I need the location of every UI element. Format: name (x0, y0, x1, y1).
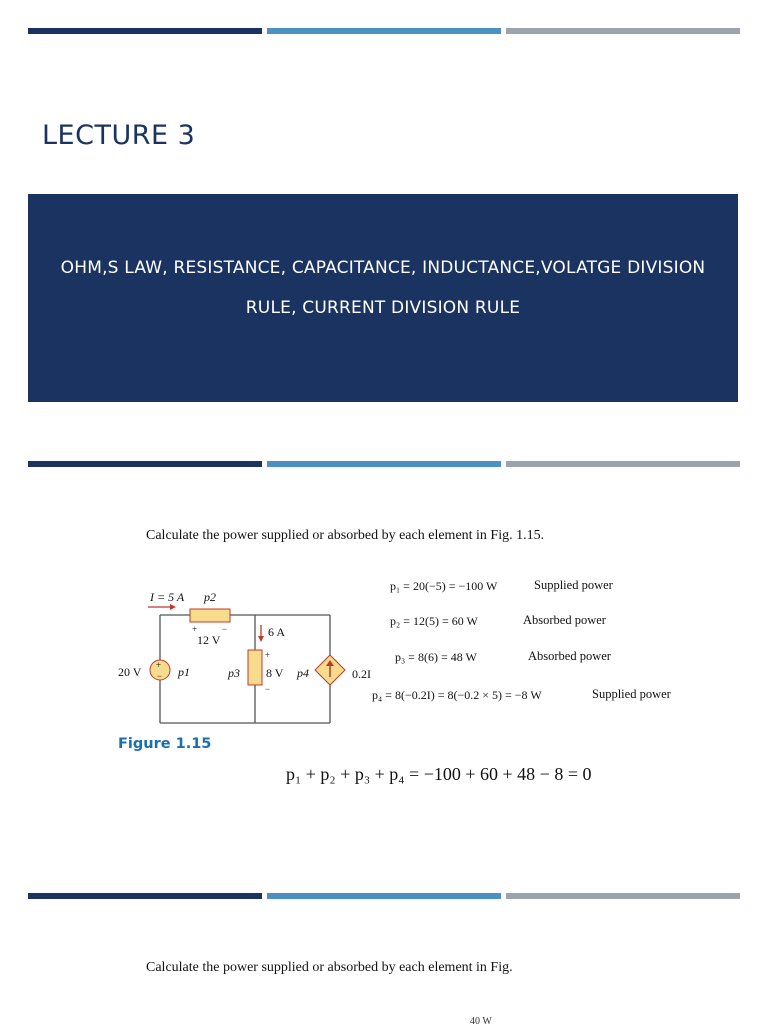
equation-p1: p₁ = 20(−5) = −100 W (390, 579, 498, 593)
equation-p3: p₃ = 8(6) = 48 W (395, 650, 477, 664)
equation-p1-label: Supplied power (534, 578, 613, 592)
bar-navy (28, 461, 262, 467)
lecture-title: LECTURE 3 (42, 120, 196, 151)
svg-text:+: + (156, 660, 162, 670)
equation-p4-label: Supplied power (592, 687, 671, 701)
partial-figure-text: 40 W (470, 1016, 492, 1027)
figure-caption: Figure 1.15 (118, 736, 212, 752)
svg-text:+: + (265, 650, 271, 660)
branch-current: 6 A (268, 625, 286, 639)
p1-label: p1 (178, 665, 190, 679)
banner-line-2: RULE, CURRENT DIVISION RULE (245, 298, 521, 318)
svg-text:−: − (265, 684, 271, 694)
bar-gray (506, 461, 740, 467)
question-text: Calculate the power supplied or absorbed by each element in Fig. 1.15. (146, 528, 545, 543)
bar-blue (267, 28, 501, 34)
bar-navy (28, 893, 262, 899)
resistor-voltage: 12 V (197, 633, 221, 647)
resistor-p2 (190, 609, 230, 622)
p4-label: p4 (297, 666, 309, 680)
bar-blue (267, 893, 501, 899)
dependent-source-label: 0.2I (352, 667, 371, 681)
title-banner (28, 194, 738, 402)
current-label: I = 5 A (150, 590, 185, 604)
circuit-diagram (100, 580, 390, 730)
source-voltage: 20 V (118, 665, 142, 679)
svg-text:−: − (222, 624, 228, 634)
bar-blue (267, 461, 501, 467)
bar-navy (28, 28, 262, 34)
svg-text:+: + (192, 624, 198, 634)
slide2-decor-bars (28, 461, 740, 467)
branch-voltage: 8 V (266, 666, 284, 680)
p2-label: p2 (204, 590, 216, 604)
sum-equation: p₁ + p₂ + p₃ + p₄ = −100 + 60 + 48 − 8 = 0 (286, 764, 592, 784)
equation-p3-label: Absorbed power (528, 649, 611, 663)
svg-text:−: − (157, 671, 163, 681)
resistor-p3 (248, 650, 262, 685)
equation-p4: p₄ = 8(−0.2I) = 8(−0.2 × 5) = −8 W (372, 688, 542, 702)
equation-p2: p₂ = 12(5) = 60 W (390, 614, 478, 628)
bar-gray (506, 28, 740, 34)
slide3-decor-bars (28, 893, 740, 899)
bar-gray (506, 893, 740, 899)
top-decor-bars (28, 28, 740, 34)
equation-p2-label: Absorbed power (523, 613, 606, 627)
banner-line-1: OHM,S LAW, RESISTANCE, CAPACITANCE, INDUCTANCE,VOLATGE DIVISION (60, 258, 706, 278)
question-text-2: Calculate the power supplied or absorbed by each element in Fig. (146, 960, 513, 975)
p3-label: p3 (228, 666, 240, 680)
